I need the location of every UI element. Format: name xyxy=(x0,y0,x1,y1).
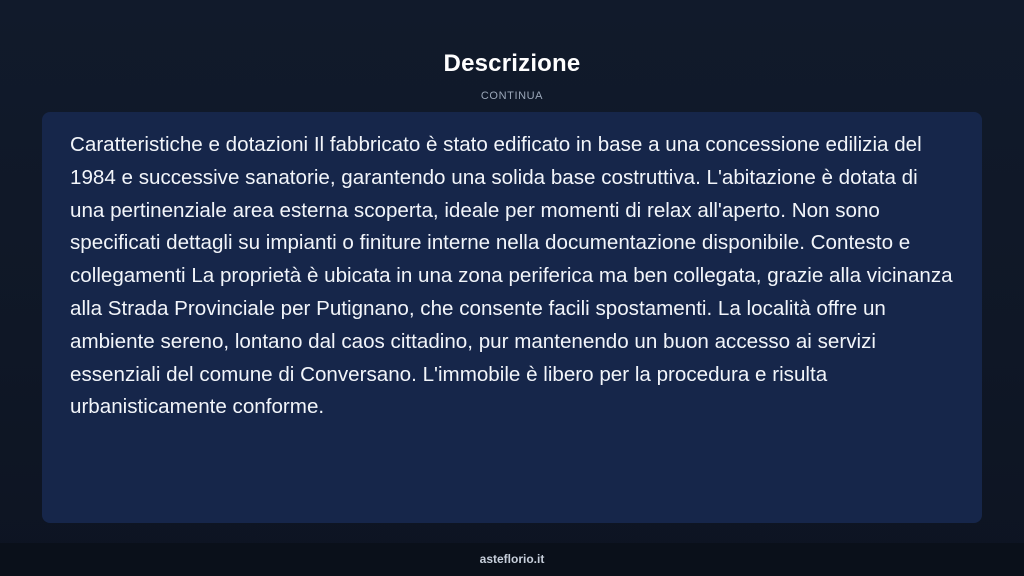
description-card xyxy=(42,112,982,523)
continua-label: CONTINUA xyxy=(480,90,544,102)
footer-bar xyxy=(0,543,1024,576)
description-text: Caratteristiche e dotazioni Il fabbricato è stato edificato in base a una concessione edilizia del 1984 e successive sanatorie, garantendo una solida base costruttiva. L'abitazione è dotata di una pertinenziale area esterna scoperta, ideale per momenti di relax all'aperto. Non sono specificati dettagli su impianti o finiture interne nella documentazione disponibile. Contesto e collegamenti La proprietà è ubicata in una zona periferica ma ben collegata, grazie alla vicinanza alla Strada Provinciale per Putignano, che consente facili spostamenti. La località offre un ambiente sereno, lontano dal caos cittadino, pur mantenendo un buon accesso ai servizi essenziali del comune di Conversano. L'immobile è libero per la procedura e risulta urbanisticamente conforme. xyxy=(70,133,953,419)
footer-site-label: asteflorio.it xyxy=(479,552,545,566)
page-title: Descrizione xyxy=(443,50,581,77)
